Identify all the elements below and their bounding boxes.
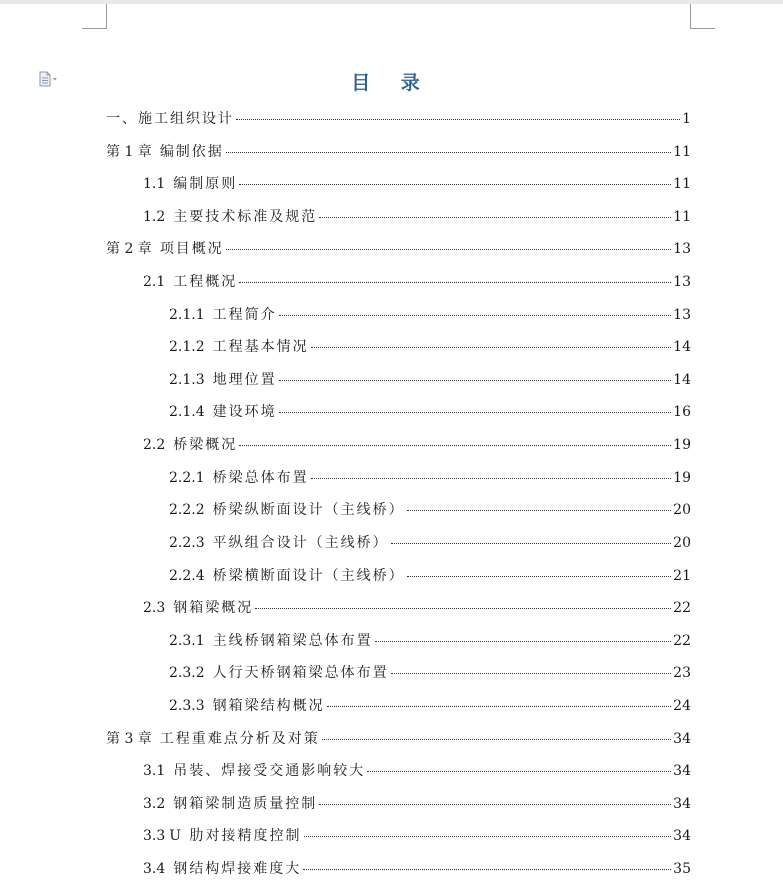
toc-entry-text: 钢箱梁制造质量控制: [173, 796, 318, 812]
toc-entry-page: 11: [673, 176, 691, 192]
toc-entry[interactable]: [169, 371, 691, 389]
toc-entry-page: 34: [673, 731, 691, 747]
toc-entry[interactable]: [143, 795, 691, 813]
toc-entry-page: 13: [673, 241, 691, 257]
toc-entry-number: 2.3.1: [169, 633, 205, 649]
toc-entry-text: 工程重难点分析及对策: [159, 731, 320, 747]
dot-leader: [367, 771, 671, 772]
toc-entry[interactable]: [169, 664, 691, 682]
toc-entry-page: 14: [673, 339, 691, 355]
toc-entry[interactable]: [169, 632, 691, 650]
toc-entry[interactable]: [106, 240, 691, 258]
toc-entry-text: 主要技术标准及规范: [173, 209, 318, 225]
toc-entry-page: 11: [673, 144, 691, 160]
toc-entry-text: 一、施工组织设计: [106, 111, 234, 127]
toc-entry-number: 2.2.4: [169, 568, 205, 584]
toc-entry-page: 34: [673, 763, 691, 779]
toc-entry-text: 桥梁总体布置: [212, 470, 309, 486]
toc-entry-number: 第 3 章: [106, 731, 152, 747]
toc-entry-text: U 肋对接精度控制: [169, 828, 302, 844]
toc-entry[interactable]: [169, 403, 691, 421]
toc-entry-page: 13: [673, 274, 691, 290]
toc-entry-text: 钢结构焊接难度大: [173, 861, 302, 877]
toc-entry-page: 23: [673, 665, 691, 681]
toc-entry-text: 项目概况: [159, 241, 224, 257]
toc-entry-text: 桥梁纵断面设计（主线桥）: [212, 502, 405, 518]
toc-entry-page: 1: [682, 111, 691, 127]
toc-entry[interactable]: [169, 697, 691, 715]
toc-entry-number: 2.1.4: [169, 404, 205, 420]
toc-entry-page: 34: [673, 796, 691, 812]
dot-leader: [279, 315, 672, 316]
toc-title: 目 录: [351, 72, 432, 94]
toc-entry-text: 人行天桥钢箱梁总体布置: [212, 665, 389, 681]
dot-leader: [255, 608, 671, 609]
toc-entry-text: 工程概况: [173, 274, 238, 290]
toc-entry-page: 35: [673, 861, 691, 877]
toc-entry[interactable]: [169, 469, 691, 487]
toc-entry[interactable]: [143, 599, 691, 617]
dot-leader: [279, 380, 672, 381]
toc-entry[interactable]: [143, 762, 691, 780]
toc-entry[interactable]: [169, 338, 691, 356]
dot-leader: [391, 673, 672, 674]
page-top-edge: [0, 0, 783, 4]
toc-entry-text: 钢箱梁结构概况: [212, 698, 325, 714]
toc-entry-page: 19: [673, 470, 691, 486]
toc-entry[interactable]: [143, 436, 691, 454]
dot-leader: [239, 282, 671, 283]
toc-entry-text: 吊装、焊接受交通影响较大: [173, 763, 366, 779]
dot-leader: [311, 347, 672, 348]
toc-entry[interactable]: [143, 860, 691, 878]
toc-entry-page: 11: [673, 209, 691, 225]
toc-entry-number: 2.2.2: [169, 502, 205, 518]
toc-entry-text: 桥梁概况: [173, 437, 238, 453]
toc-entry[interactable]: [143, 208, 691, 226]
toc-entry-text: 编制依据: [159, 144, 224, 160]
dot-leader: [236, 119, 680, 120]
toc-entry-number: 2.3: [143, 600, 166, 616]
toc-entry-number: 2.1: [143, 274, 166, 290]
toc-entry-page: 16: [673, 404, 691, 420]
dot-leader: [319, 804, 671, 805]
dot-leader: [375, 641, 672, 642]
dot-leader: [279, 412, 672, 413]
toc-entry[interactable]: [143, 175, 691, 193]
toc-entry-number: 第 1 章: [106, 144, 152, 160]
toc-entry[interactable]: [143, 827, 691, 845]
toc-entry-text: 桥梁横断面设计（主线桥）: [212, 568, 405, 584]
toc-entry-page: 34: [673, 828, 691, 844]
toc-entry-text: 平纵组合设计（主线桥）: [212, 535, 389, 551]
dot-leader: [327, 706, 672, 707]
toc-entry-number: 2.1.2: [169, 339, 205, 355]
toc-entry-page: 13: [673, 307, 691, 323]
toc-entry[interactable]: [169, 534, 691, 552]
dot-leader: [322, 739, 671, 740]
toc-entry[interactable]: [169, 567, 691, 585]
dot-leader: [407, 576, 672, 577]
toc-entry-number: 2.2.3: [169, 535, 205, 551]
toc-entry-number: 3.3: [143, 828, 166, 844]
toc-entry-text: 地理位置: [212, 372, 277, 388]
toc-entry-number: 第 2 章: [106, 241, 152, 257]
toc-entry-text: 建设环境: [212, 404, 277, 420]
toc-entry-number: 1.1: [143, 176, 166, 192]
toc-entry-text: 工程基本情况: [212, 339, 309, 355]
toc-entry-number: 3.1: [143, 763, 166, 779]
toc-entry-number: 2.1.1: [169, 307, 205, 323]
toc-entry[interactable]: [106, 143, 691, 161]
toc-entry-number: 3.4: [143, 861, 166, 877]
toc-entry-page: 20: [673, 502, 691, 518]
toc-entry-number: 2.3.3: [169, 698, 205, 714]
toc-entry[interactable]: [169, 501, 691, 519]
dot-leader: [239, 445, 671, 446]
toc-entry-page: 22: [673, 600, 691, 616]
toc-entry-text: 钢箱梁概况: [173, 600, 254, 616]
dot-leader: [226, 152, 671, 153]
toc-entry-text: 编制原则: [173, 176, 238, 192]
dot-leader: [319, 217, 671, 218]
dot-leader: [407, 510, 672, 511]
toc-entry[interactable]: [106, 730, 691, 748]
toc-entry[interactable]: [106, 110, 691, 128]
toc-entry[interactable]: [143, 273, 691, 291]
toc-entry-page: 24: [673, 698, 691, 714]
dot-leader: [304, 836, 672, 837]
toc-entry-number: 2.2: [143, 437, 166, 453]
toc-entry-page: 20: [673, 535, 691, 551]
toc-entry[interactable]: [169, 306, 691, 324]
toc-entry-number: 2.1.3: [169, 372, 205, 388]
margin-corner-mark-left: [82, 4, 107, 29]
toc-entry-number: 1.2: [143, 209, 166, 225]
dot-leader: [311, 478, 672, 479]
dot-leader: [303, 869, 671, 870]
dot-leader: [239, 184, 671, 185]
margin-corner-mark-right: [690, 4, 715, 29]
toc-entry-number: 3.2: [143, 796, 166, 812]
toc-entry-number: 2.3.2: [169, 665, 205, 681]
toc-entry-page: 19: [673, 437, 691, 453]
toc-entry-page: 14: [673, 372, 691, 388]
toc-entry-number: 2.2.1: [169, 470, 205, 486]
dot-leader: [391, 543, 672, 544]
toc-entry-page: 21: [673, 568, 691, 584]
dot-leader: [226, 249, 671, 250]
toc-entry-text: 工程简介: [212, 307, 277, 323]
toc-entry-page: 22: [673, 633, 691, 649]
toc-entry-text: 主线桥钢箱梁总体布置: [212, 633, 373, 649]
